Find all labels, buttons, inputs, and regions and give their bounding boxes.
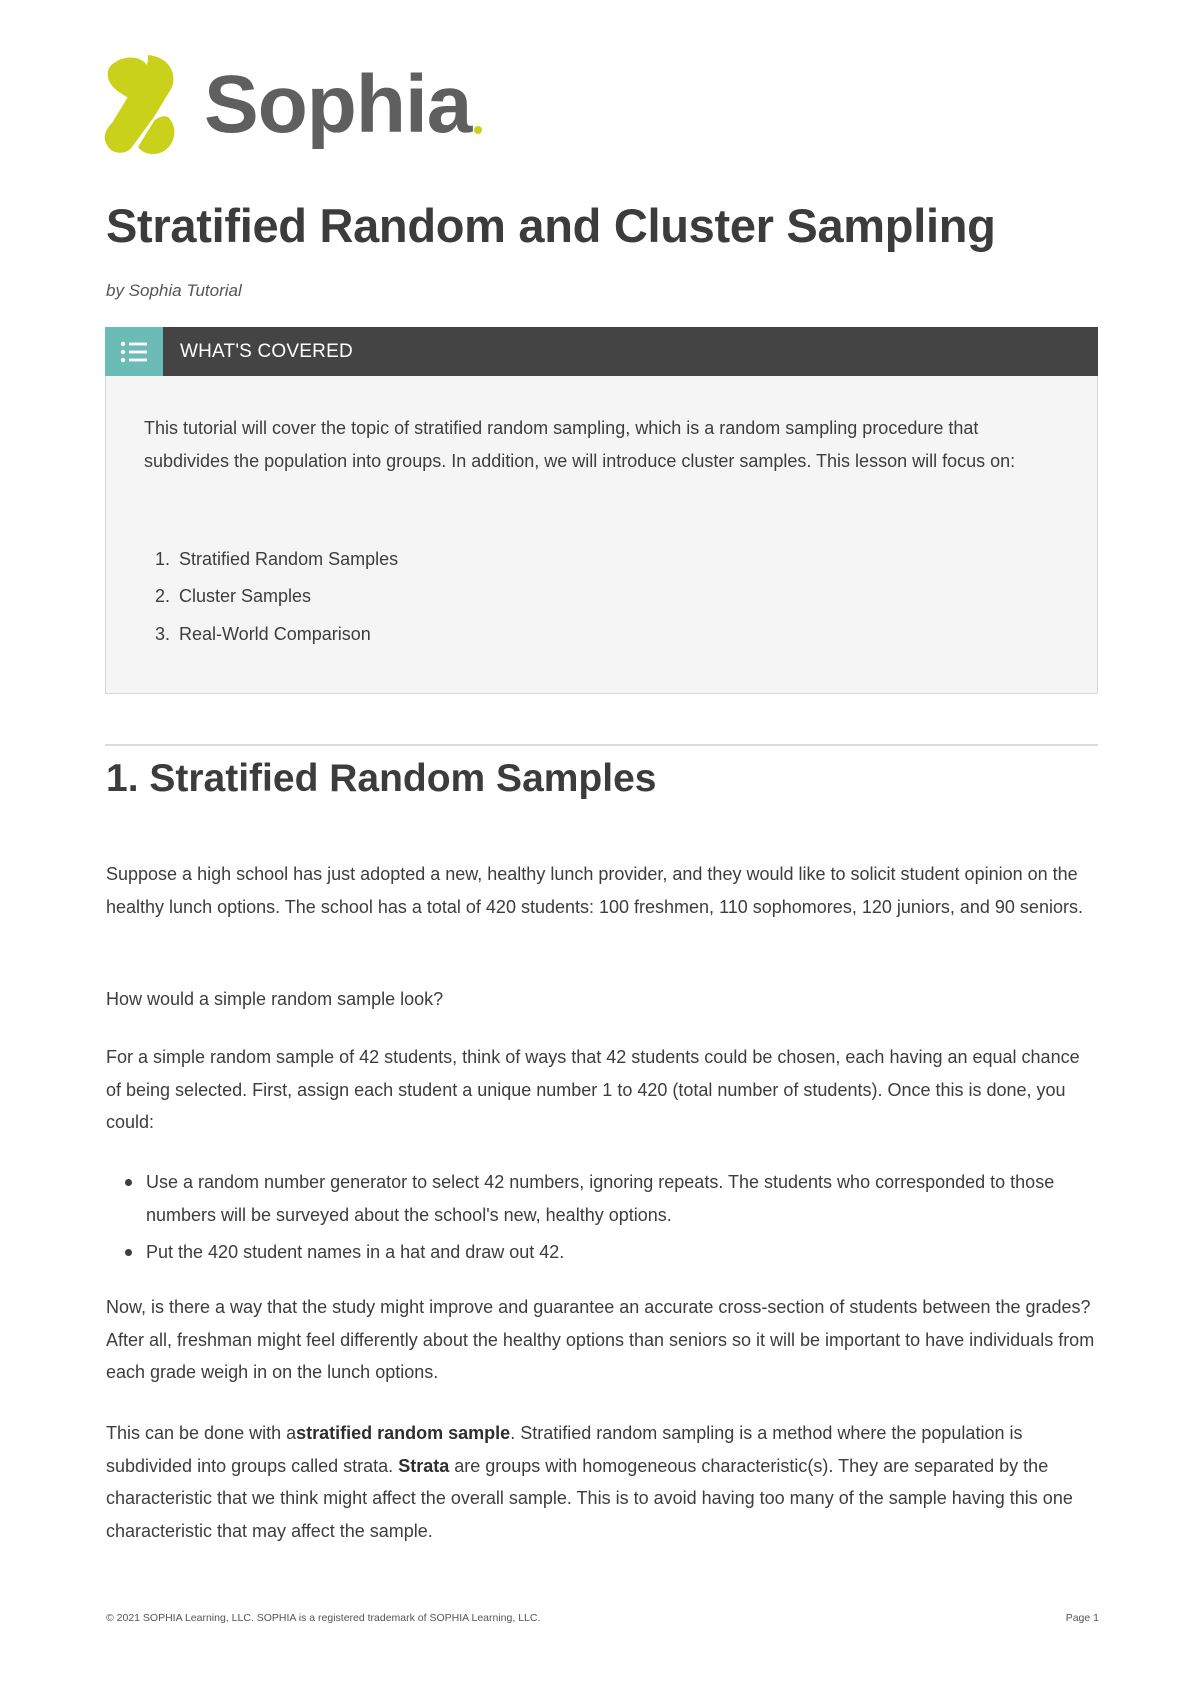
bullet-item: Use a random number generator to select 42 numbers, ignoring repeats. The students who corresponded to those numbers will be surveyed about the school's new, healthy options. [106, 1166, 1096, 1231]
footer-page-number: Page 1 [1065, 1612, 1099, 1624]
sophia-wordmark: Sophia [204, 59, 472, 150]
bullet-list [106, 1166, 1096, 1269]
covered-intro: This tutorial will cover the topic of stratified random sampling, which is a random sampling procedure that subdivides the population into groups. In addition, we will introduce cluster samples. This lesson will focus on: [144, 418, 1016, 471]
section-divider [105, 744, 1098, 746]
paragraph-simple-random: For a simple random sample of 42 students, think of ways that 42 students could be chosen, each having an equal chance of being selected. First, assign each student a unique number 1 to 420 (total number of students). Once this is done, you could: [106, 1047, 1080, 1132]
wordmark-dot [474, 126, 482, 134]
list-icon [105, 327, 163, 376]
sophia-logo-mark-icon [104, 55, 178, 155]
paragraph-improve: Now, is there a way that the study might improve and guarantee an accurate cross-section of students between the grades? After all, freshman might feel differently about the healthy options than seniors so it will be important to have individuals from each grade weigh in on the lunch options. [106, 1297, 1095, 1382]
paragraph-stratified: This can be done with astratified random sample. Stratified random sampling is a method where the population is subdivided into groups called strata. Strata are groups with homogeneous characteristic(s). They are separated by the characteristic that we think might affect the overall sample. This is to avoid having too many of the sample having this one characteristic that may affect the sample. [106, 1423, 1073, 1541]
footer-copyright: © 2021 SOPHIA Learning, LLC. SOPHIA is a registered trademark of SOPHIA Learning, LLC. [106, 1612, 541, 1624]
page-title: Stratified Random and Cluster Sampling [106, 199, 996, 252]
paragraph-question: How would a simple random sample look? [106, 989, 444, 1009]
section-heading: 1. Stratified Random Samples [106, 757, 657, 800]
byline: by Sophia Tutorial [106, 281, 242, 300]
list-item: 1. Stratified Random Samples [155, 549, 399, 569]
term-strata: Strata [398, 1455, 450, 1476]
sophia-logo [104, 55, 482, 155]
paragraph-intro: Suppose a high school has just adopted a new, healthy lunch provider, and they would like to solicit student opinion on the healthy lunch options. The school has a total of 420 students: 100 freshmen, 110 sophomores, 120 juniors, and 90 seniors. [106, 864, 1083, 917]
whats-covered-label: WHAT'S COVERED [180, 340, 353, 362]
bullet-item: Put the 420 student names in a hat and draw out 42. [106, 1236, 1096, 1269]
whats-covered-header [105, 327, 1098, 376]
list-item: 2. Cluster Samples [155, 586, 312, 606]
list-item: 3. Real-World Comparison [155, 624, 371, 644]
term-stratified-random-sample: stratified random sample [296, 1423, 511, 1443]
